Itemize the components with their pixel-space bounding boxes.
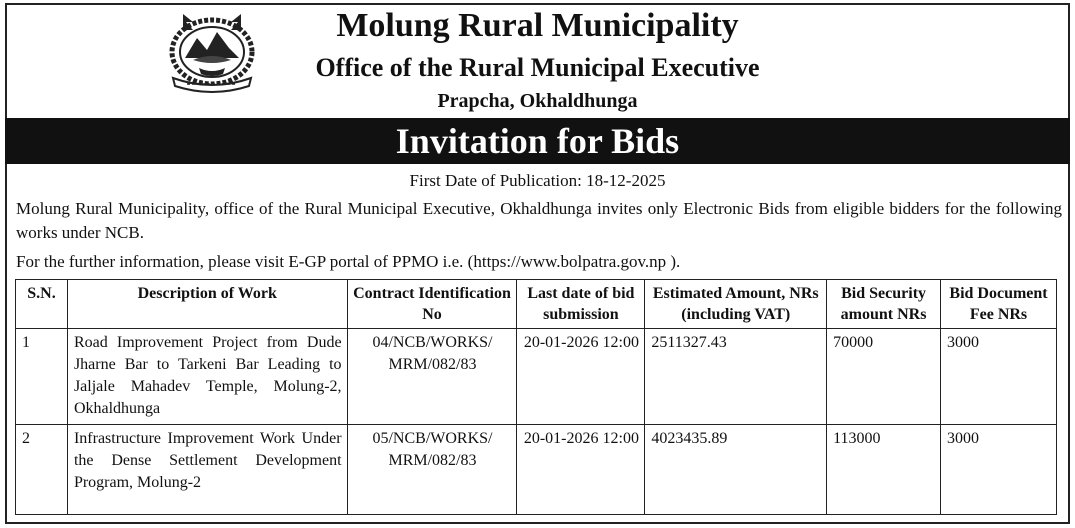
header-estimated-amount: Estimated Amount, NRs (including VAT) (645, 280, 827, 329)
cell-last-date: 20-01-2026 12:00 (517, 329, 645, 425)
cell-bid-security: 113000 (827, 425, 941, 515)
publication-date: First Date of Publication: 18-12-2025 (409, 171, 666, 190)
header-document-fee: Bid Document Fee NRs (941, 280, 1057, 329)
bids-table (15, 279, 1057, 515)
org-name: Molung Rural Municipality (336, 7, 739, 44)
intro-paragraph: Molung Rural Municipality, office of the Rural Municipal Executive, Okhaldhunga invites only Electronic Bids from eligible bidders for the following works under NCB. (16, 199, 1062, 242)
header-sn: S.N. (16, 280, 68, 329)
cell-description: Infrastructure Improvement Work Under the Dense Settlement Development Program, Molung-2 (67, 425, 347, 515)
header-bid-security: Bid Security amount NRs (827, 280, 941, 329)
cell-sn: 1 (16, 329, 68, 425)
header-description: Description of Work (67, 280, 347, 329)
cell-contract-id: 05/NCB/WORKS/ MRM/082/83 (347, 425, 517, 515)
cell-document-fee: 3000 (941, 329, 1057, 425)
cell-contract-id: 04/NCB/WORKS/ MRM/082/83 (347, 329, 517, 425)
cell-estimated-amount: 2511327.43 (645, 329, 827, 425)
cell-last-date: 20-01-2026 12:00 (517, 425, 645, 515)
office-name: Office of the Rural Municipal Executive (315, 53, 760, 82)
cell-document-fee: 3000 (941, 425, 1057, 515)
header-contract-id: Contract Identification No (347, 280, 517, 329)
header-last-date: Last date of bid submission (517, 280, 645, 329)
cell-bid-security: 70000 (827, 329, 941, 425)
further-info-paragraph: For the further information, please visit E-GP portal of PPMO i.e. (https://www.bolpatra.gov.np ). (16, 252, 681, 271)
cell-description: Road Improvement Project from Dude Jharne Bar to Tarkeni Bar Leading to Jaljale Mahadev Temple, Molung-2, Okhaldhunga (67, 329, 347, 425)
notice-title: Invitation for Bids (5, 118, 1070, 164)
cell-sn: 2 (16, 425, 68, 515)
table-header-row (16, 280, 1057, 329)
table-row (16, 425, 1057, 515)
cell-estimated-amount: 4023435.89 (645, 425, 827, 515)
table-row (16, 329, 1057, 425)
office-address: Prapcha, Okhaldhunga (437, 90, 638, 112)
